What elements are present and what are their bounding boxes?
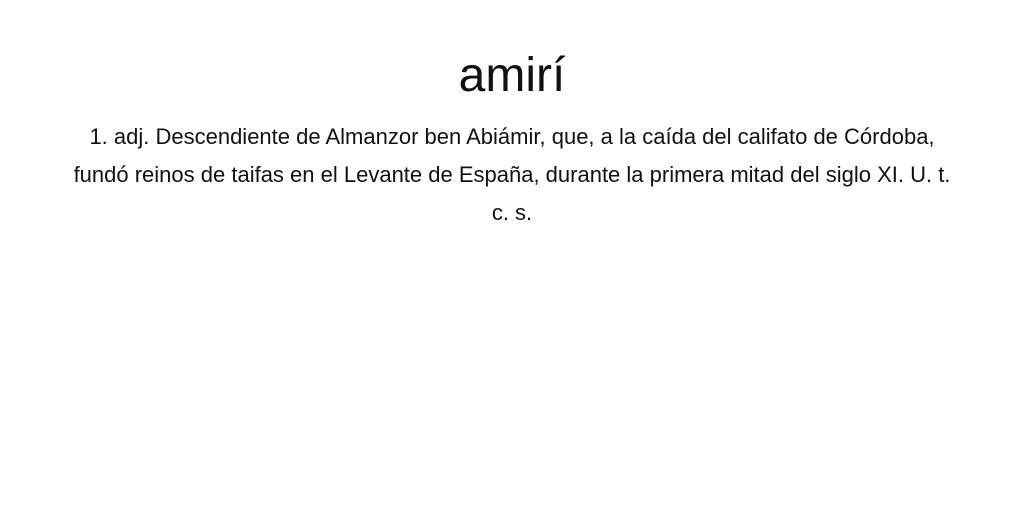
entry-definition: 1. adj. Descendiente de Almanzor ben Abiámir, que, a la caída del califato de Córdoba, fundó reinos de taifas en el Levante de España, durante la primera mitad del siglo XI. U. t. c. s. [73, 124, 951, 225]
entry-headword: amirí [458, 49, 566, 102]
